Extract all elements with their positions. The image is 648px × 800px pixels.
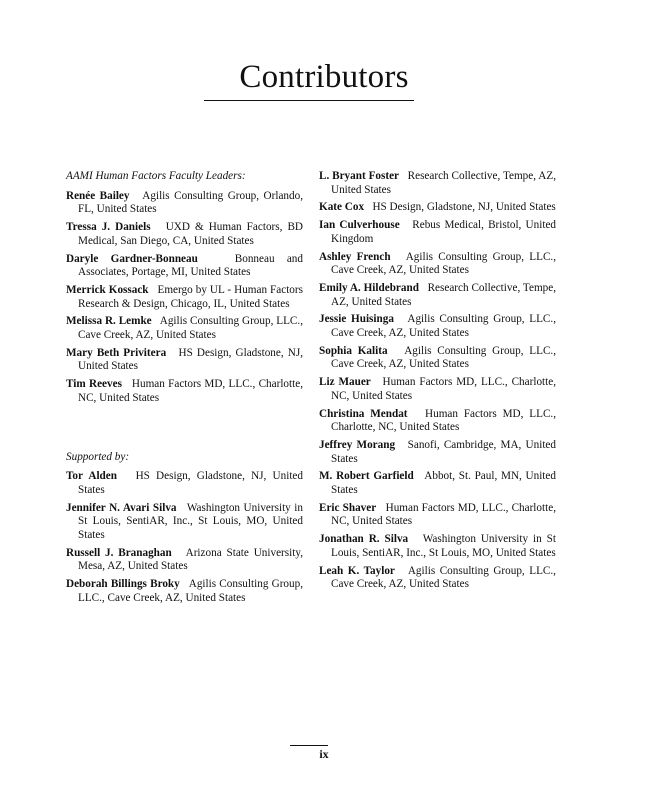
contributor-entry bbox=[319, 251, 556, 278]
contributor-name: Emily A. Hildebrand bbox=[319, 281, 419, 294]
contributor-affiliation: Research Collective, Tempe, AZ, United States bbox=[331, 170, 556, 196]
contributor-entry bbox=[319, 282, 556, 309]
contributor-entry bbox=[319, 219, 556, 246]
contributor-affiliation: Washington University in St Louis, SentiAR, Inc., St Louis, MO, United States bbox=[331, 533, 556, 559]
contributor-entry bbox=[319, 201, 556, 215]
contributor-name: Melissa R. Lemke bbox=[66, 315, 152, 328]
contributor-entry bbox=[66, 284, 303, 311]
contributor-entry bbox=[319, 439, 556, 466]
contributor-affiliation: UXD & Human Factors, BD Medical, San Diego, CA, United States bbox=[78, 221, 303, 247]
contributor-affiliation: Agilis Consulting Group, LLC., Cave Creek, AZ, United States bbox=[331, 250, 556, 277]
contributor-entry bbox=[66, 190, 303, 217]
contributor-affiliation: HS Design, Gladstone, NJ, United States bbox=[372, 201, 556, 214]
contributor-affiliation: Agilis Consulting Group, LLC., Cave Creek, AZ, United States bbox=[78, 578, 303, 604]
contributor-entry bbox=[319, 170, 556, 197]
contributor-entry bbox=[66, 378, 303, 405]
contributor-entry bbox=[66, 578, 303, 605]
contributor-name: Liz Mauer bbox=[319, 376, 371, 389]
contributor-affiliation: Arizona State University, Mesa, AZ, United States bbox=[78, 546, 303, 573]
contributor-name: Jeffrey Morang bbox=[319, 438, 396, 451]
left-column bbox=[66, 170, 303, 610]
contributor-name: Tressa J. Daniels bbox=[66, 221, 151, 234]
contributor-entry bbox=[66, 221, 303, 248]
contributor-affiliation: Agilis Consulting Group, Orlando, FL, United States bbox=[78, 189, 303, 216]
contributor-name: Jennifer N. Avari Silva bbox=[66, 501, 177, 514]
contributor-name: Deborah Billings Broky bbox=[66, 578, 180, 591]
contributor-affiliation: Emergo by UL - Human Factors Research & Design, Chicago, IL, United States bbox=[78, 283, 303, 310]
contributor-entry bbox=[66, 347, 303, 374]
contributor-affiliation: HS Design, Gladstone, NJ, United States bbox=[78, 346, 304, 373]
contributor-affiliation: Bonneau and Associates, Portage, MI, United States bbox=[78, 252, 303, 279]
contributor-name: Ashley French bbox=[319, 250, 391, 263]
faculty-heading: AAMI Human Factors Faculty Leaders: bbox=[66, 170, 246, 182]
contributor-name: Sophia Kalita bbox=[319, 344, 388, 357]
contributor-affiliation: Agilis Consulting Group, LLC., Cave Creek, AZ, United States bbox=[78, 315, 303, 342]
contributor-entry bbox=[319, 533, 556, 560]
contributor-affiliation: Washington University in St Louis, SentiAR, Inc., St Louis, MO, United States bbox=[78, 501, 303, 542]
contributor-entry bbox=[319, 345, 556, 372]
contributor-entry bbox=[66, 315, 303, 342]
contributor-name: Kate Cox bbox=[319, 201, 365, 214]
contributor-entry bbox=[319, 502, 556, 529]
contributor-entry bbox=[66, 547, 303, 574]
page-title: Contributors bbox=[239, 59, 409, 95]
section-spacer bbox=[66, 410, 303, 451]
contributor-name: Ian Culverhouse bbox=[319, 219, 400, 232]
contributor-entry bbox=[66, 253, 303, 280]
contributor-name: Jonathan R. Silva bbox=[319, 533, 409, 546]
contributor-entry bbox=[66, 470, 303, 497]
contributor-name: Tor Alden bbox=[66, 470, 117, 483]
contributor-entry bbox=[319, 376, 556, 403]
contributor-entry bbox=[319, 408, 556, 435]
contributor-affiliation: Sanofi, Cambridge, MA, United States bbox=[331, 438, 556, 465]
contributor-affiliation: Agilis Consulting Group, LLC., Cave Creek, AZ, United States bbox=[331, 564, 556, 591]
contributor-affiliation: Research Collective, Tempe, AZ, United States bbox=[331, 281, 556, 308]
contributor-name: Leah K. Taylor bbox=[319, 564, 395, 577]
contributor-name: Jessie Huisinga bbox=[319, 313, 394, 326]
contributor-name: Renée Bailey bbox=[66, 189, 130, 202]
contributor-affiliation: Human Factors MD, LLC., Charlotte, NC, United States bbox=[78, 378, 303, 404]
contributor-name: Mary Beth Privitera bbox=[66, 346, 167, 359]
contributor-affiliation: Agilis Consulting Group, LLC., Cave Creek, AZ, United States bbox=[331, 344, 556, 371]
contributor-affiliation: Human Factors MD, LLC., Charlotte, NC, United States bbox=[331, 376, 557, 402]
page-number-rule bbox=[290, 745, 328, 746]
supported-heading: Supported by: bbox=[66, 450, 130, 463]
contributor-name: L. Bryant Foster bbox=[319, 170, 400, 182]
right-column bbox=[319, 170, 556, 596]
title-underline bbox=[204, 100, 414, 101]
contributor-affiliation: Abbot, St. Paul, MN, United States bbox=[331, 470, 556, 497]
contributor-name: Eric Shaver bbox=[319, 501, 377, 514]
contributor-entry bbox=[319, 470, 556, 497]
contributor-affiliation: Rebus Medical, Bristol, United Kingdom bbox=[331, 219, 557, 245]
contributor-entry bbox=[66, 502, 303, 543]
contributor-name: Russell J. Branaghan bbox=[66, 546, 172, 559]
contributor-entry bbox=[319, 313, 556, 340]
contributor-affiliation: HS Design, Gladstone, NJ, United States bbox=[78, 470, 303, 496]
contributor-name: Christina Mendat bbox=[319, 407, 408, 420]
contributor-name: M. Robert Garfield bbox=[319, 470, 414, 483]
contributor-name: Merrick Kossack bbox=[66, 283, 149, 296]
page-number: ix bbox=[319, 747, 329, 761]
contributor-name: Tim Reeves bbox=[66, 378, 122, 391]
contributor-affiliation: Human Factors MD, LLC., Charlotte, NC, United States bbox=[331, 407, 556, 434]
contributor-name: Daryle Gardner-Bonneau bbox=[66, 252, 198, 265]
contributor-affiliation: Human Factors MD, LLC., Charlotte, NC, United States bbox=[331, 501, 556, 528]
contributor-entry bbox=[319, 565, 556, 592]
contributor-affiliation: Agilis Consulting Group, LLC., Cave Creek, AZ, United States bbox=[331, 313, 556, 340]
